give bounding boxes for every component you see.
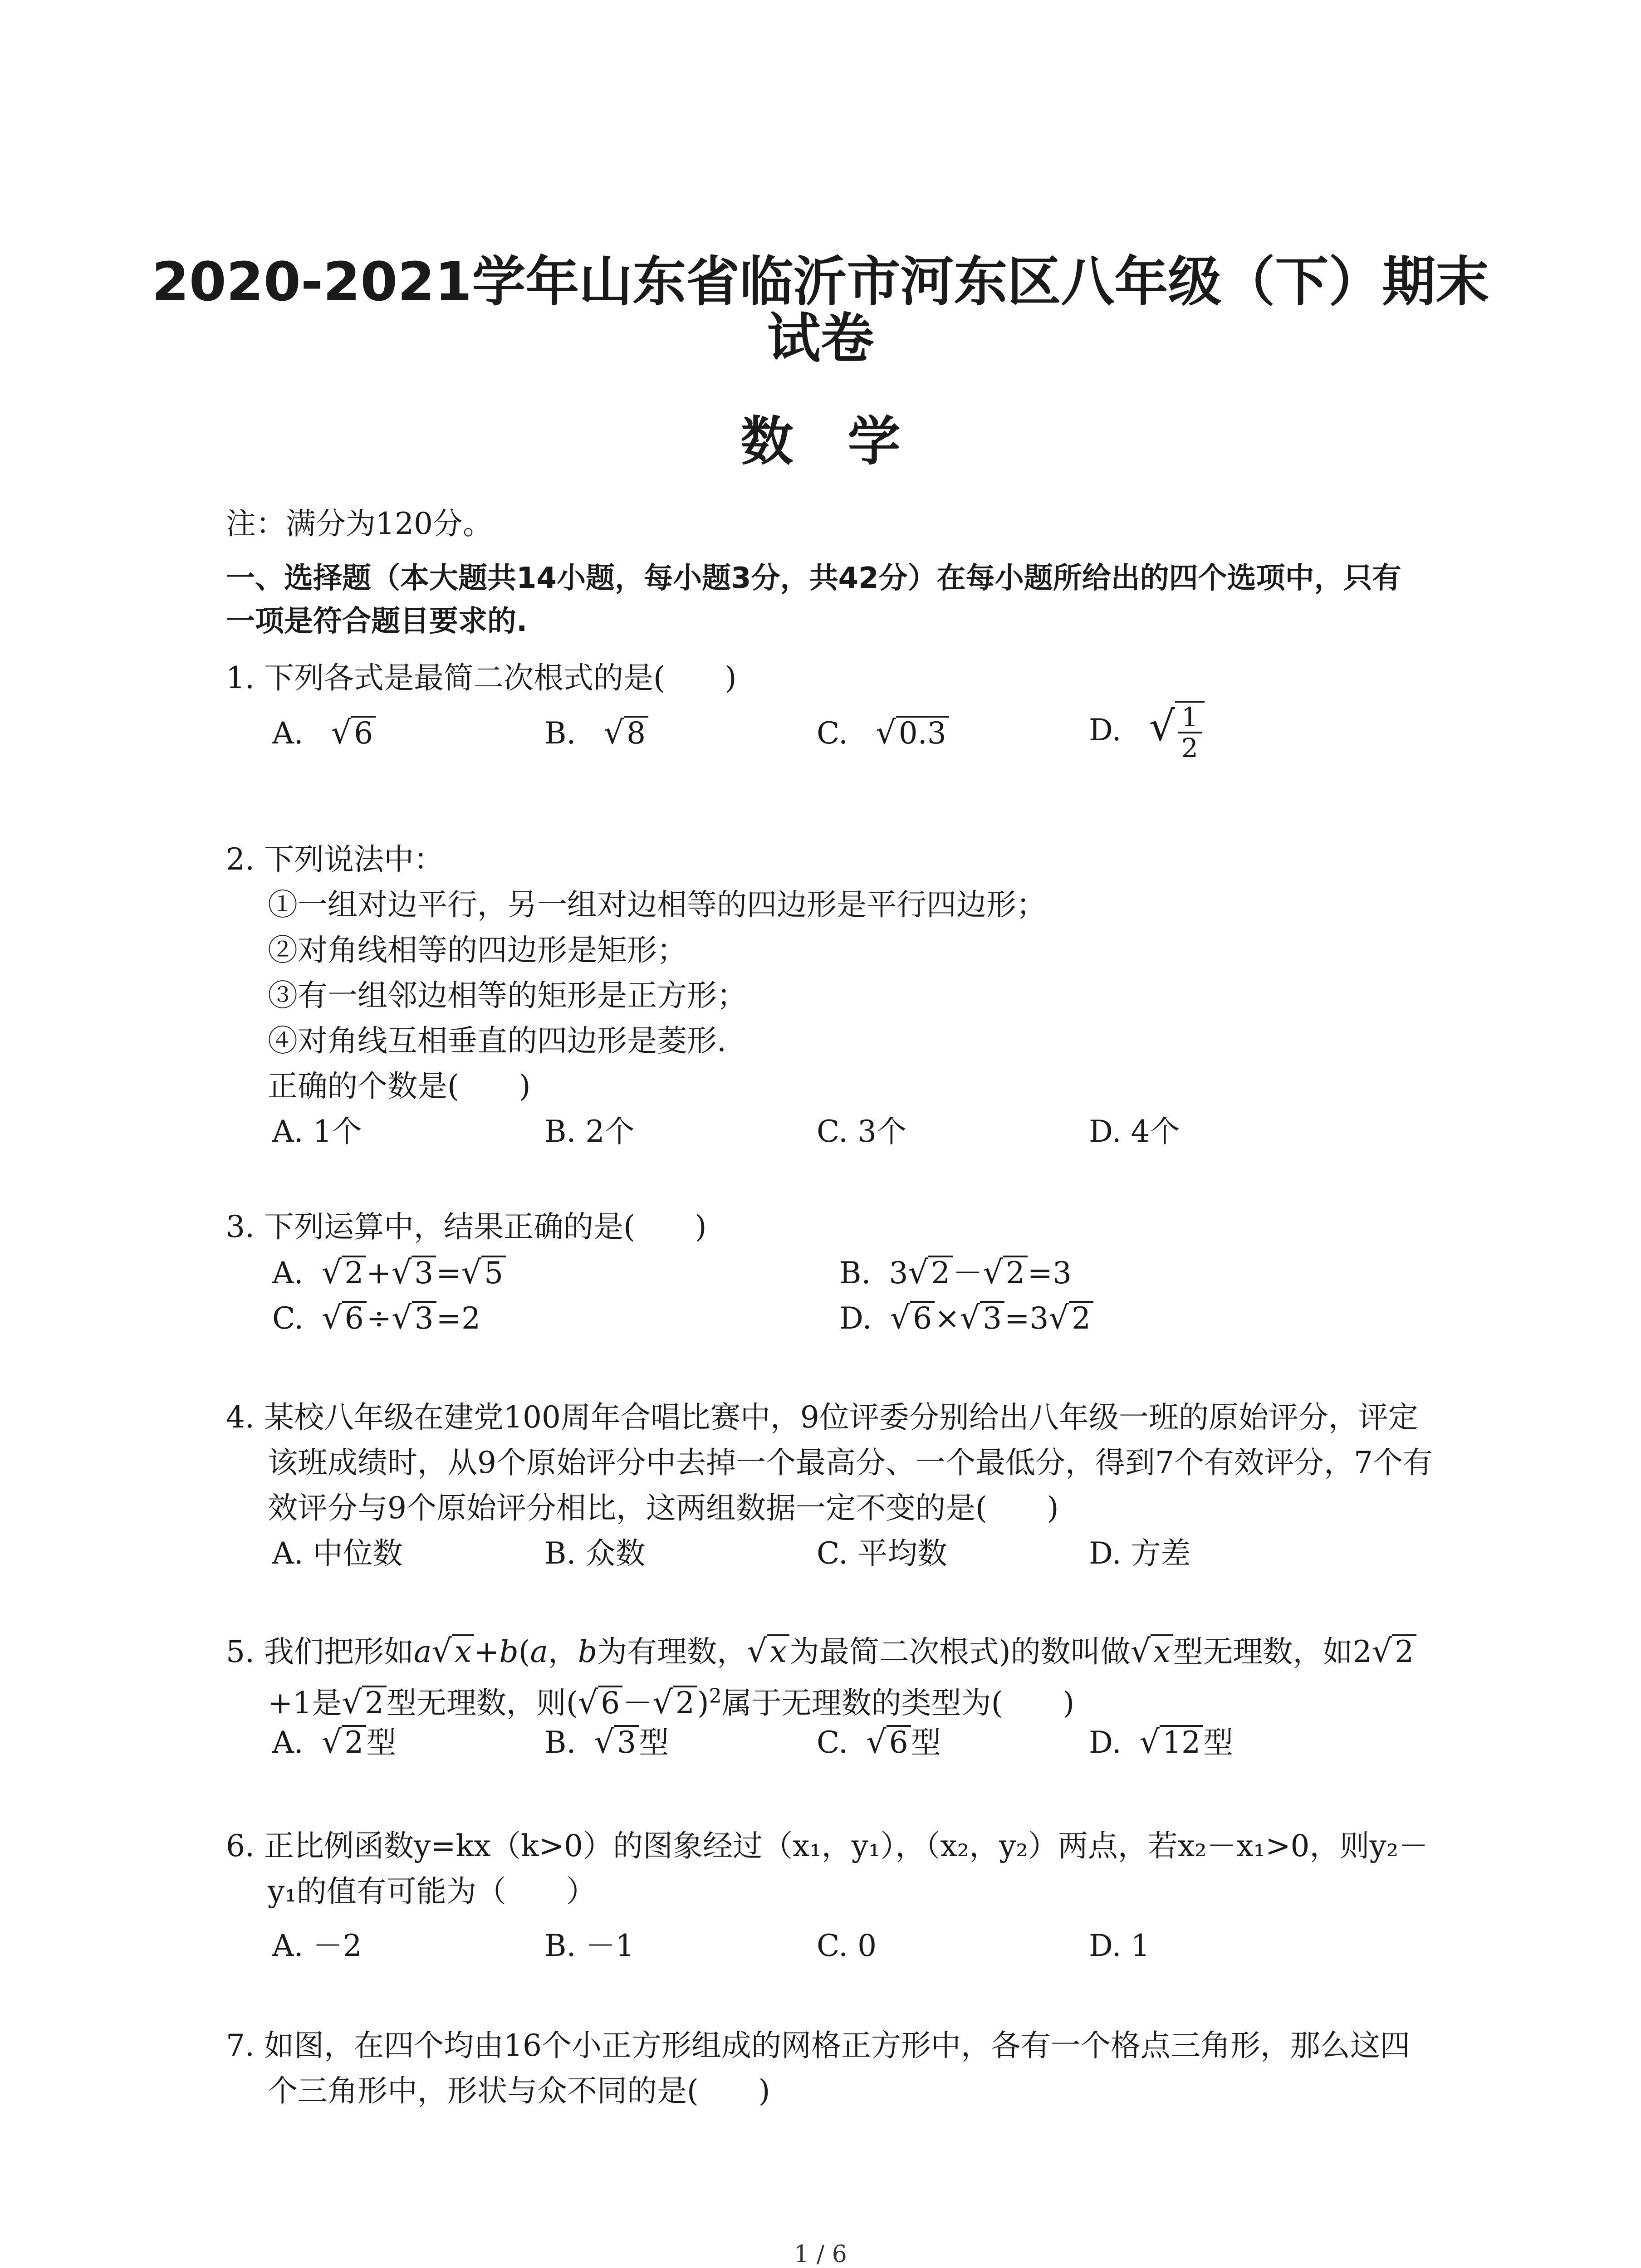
exam-title-line1: 2020-2021学年山东省临沂市河东区八年级（下）期末 [152, 250, 1489, 313]
option-letter: B. [544, 716, 576, 751]
q7-line2: 个三角形中，形状与众不同的是( ) [268, 2073, 770, 2108]
q1-stem: 1. 下列各式是最简二次根式的是( ) [226, 660, 737, 695]
sqrt-expression: √8 [603, 714, 648, 752]
q1-option-a [272, 714, 376, 752]
q2-option-d: D. 4个 [1089, 1114, 1180, 1149]
q6-line2: y₁的值有可能为（ ） [268, 1874, 596, 1909]
section1-heading-line1: 一、选择题（本大题共14小题，每小题3分，共42分）在每小题所给出的四个选项中，只有 [226, 562, 1401, 595]
q1-option-d [1089, 701, 1205, 763]
section1-heading-line2: 一项是符合题目要求的. [226, 605, 528, 638]
q4-line1: 4. 某校八年级在建党100周年合唱比赛中，9位评委分别给出八年级一班的原始评分，评定 [226, 1400, 1418, 1435]
q7-line1: 7. 如图，在四个均由16个小正方形组成的网格正方形中，各有一个格点三角形，那么这四 [226, 2028, 1410, 2063]
option-letter: A. [272, 716, 304, 751]
q2-option-a: A. 1个 [272, 1114, 362, 1149]
page-number: 1 / 6 [794, 2241, 847, 2268]
q4-option-b: B. 众数 [544, 1536, 646, 1571]
q5-option-c: C. √6型 [817, 1723, 941, 1760]
sqrt-fraction: √ $\frac{1}{2}$ [1149, 701, 1205, 763]
q5-option-a: A. √2型 [272, 1723, 397, 1760]
q4-option-a: A. 中位数 [272, 1536, 403, 1571]
option-letter: D. [1089, 713, 1122, 748]
sqrt-expression: √6 [331, 714, 376, 752]
q2-option-c: C. 3个 [817, 1114, 907, 1149]
q1-option-c [817, 714, 949, 752]
q3-option-c: C. √6÷√3=2 [272, 1299, 480, 1336]
q2-option-b: B. 2个 [544, 1114, 635, 1149]
q4-option-c: C. 平均数 [817, 1536, 948, 1571]
q2-question: 正确的个数是( ) [268, 1069, 531, 1104]
q6-line1: 6. 正比例函数y=kx（k>0）的图象经过（x₁，y₁），（x₂，y₂）两点，若x₂－x₁>0，则y₂－ [226, 1828, 1429, 1863]
score-note: 注：满分为120分。 [226, 506, 493, 541]
q6-option-b: B. －1 [544, 1928, 635, 1963]
q6-option-a: A. －2 [272, 1928, 362, 1963]
q4-line2: 该班成绩时，从9个原始评分中去掉一个最高分、一个最低分，得到7个有效评分，7个有 [268, 1445, 1433, 1480]
q6-option-d: D. 1 [1089, 1928, 1150, 1963]
q3-option-b: B. 3√2－√2=3 [839, 1254, 1072, 1291]
q1-option-b [544, 714, 648, 752]
subject-title: 数学 [740, 411, 955, 472]
q6-option-c: C. 0 [817, 1928, 877, 1963]
q2-statement-2: ②对角线相等的四边形是矩形； [268, 933, 687, 968]
q3-option-a: A. √2+√3=√5 [272, 1254, 506, 1291]
q5-option-d: D. √12型 [1089, 1723, 1234, 1760]
q3-option-d: D. √6×√3=3√2 [839, 1300, 1093, 1337]
q5-option-b: B. √3型 [544, 1723, 669, 1760]
option-letter: C. [817, 716, 848, 751]
q2-statement-3: ③有一组邻边相等的矩形是正方形； [268, 978, 747, 1013]
q4-line3: 效评分与9个原始评分相比，这两组数据一定不变的是( ) [268, 1491, 1059, 1525]
exam-title-line2: 试卷 [767, 307, 874, 370]
q5-line2: +1是√2型无理数，则$(√6-√2)^2$属于无理数的类型为( ) [268, 1684, 1075, 1721]
q3-stem: 3. 下列运算中，结果正确的是( ) [226, 1209, 707, 1244]
q4-option-d: D. 方差 [1089, 1536, 1191, 1571]
q5-line1: 5. 我们把形如a√x+b(a，b为有理数，√x为最简二次根式)的数叫做√x型无理数，如2√2 [226, 1633, 1416, 1670]
q2-statement-1: ①一组对边平行，另一组对边相等的四边形是平行四边形； [268, 887, 1046, 922]
sqrt-expression: √0.3 [876, 714, 949, 752]
q2-statement-4: ④对角线互相垂直的四边形是菱形. [268, 1023, 726, 1058]
q2-stem: 2. 下列说法中： [226, 842, 444, 877]
